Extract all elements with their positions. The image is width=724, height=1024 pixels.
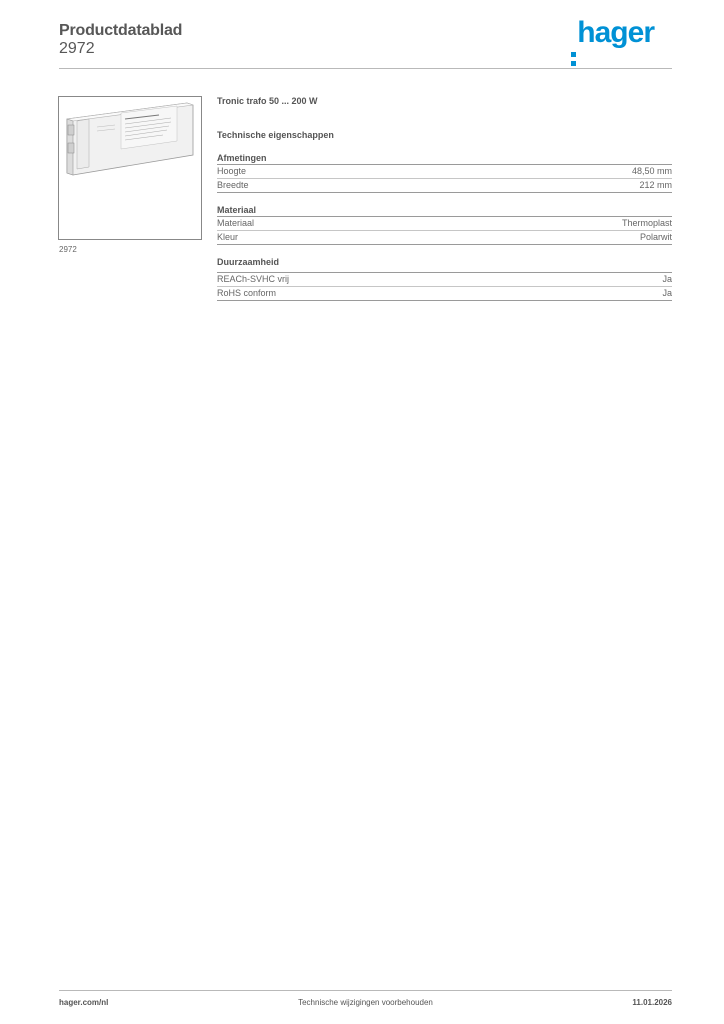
spec-value: 212 mm <box>639 180 672 190</box>
footer-disclaimer: Technische wijzigingen voorbehouden <box>298 998 433 1007</box>
spec-value: Ja <box>662 274 672 284</box>
header-divider <box>59 68 672 69</box>
spec-label: RoHS conform <box>217 288 277 298</box>
spec-row <box>217 231 672 245</box>
spec-group-title: Afmetingen <box>217 152 672 165</box>
spec-group-material <box>217 204 672 245</box>
footer-website-link[interactable]: hager.com/nl <box>59 998 109 1007</box>
document-number: 2972 <box>59 40 95 57</box>
spec-row <box>217 217 672 231</box>
spec-group-title: Materiaal <box>217 204 672 217</box>
footer-date: 11.01.2026 <box>632 998 672 1007</box>
spec-label: Hoogte <box>217 166 247 176</box>
image-caption: 2972 <box>59 245 77 254</box>
specs-heading: Technische eigenschappen <box>217 130 334 140</box>
product-name: Tronic trafo 50 ... 200 W <box>217 96 318 106</box>
spec-label: Materiaal <box>217 218 255 228</box>
spec-row <box>217 179 672 193</box>
spec-label: Kleur <box>217 232 239 242</box>
spec-label: REACh-SVHC vrij <box>217 274 290 284</box>
spec-row <box>217 165 672 179</box>
spec-group-dimensions <box>217 152 672 193</box>
spec-value: Ja <box>662 288 672 298</box>
logo-text: hager <box>577 16 654 49</box>
footer-divider <box>59 990 672 991</box>
product-details <box>217 96 672 301</box>
spec-row <box>217 272 672 287</box>
transformer-illustration <box>59 97 201 239</box>
spec-value: Thermoplast <box>621 218 672 228</box>
product-image <box>58 96 202 240</box>
spec-value: Polarwit <box>639 232 672 242</box>
hager-logo <box>571 16 654 50</box>
spec-group-sustainability <box>217 256 672 301</box>
document-title: Productdatablad <box>59 22 183 39</box>
page-header <box>59 16 672 68</box>
spec-label: Breedte <box>217 180 249 190</box>
spec-value: 48,50 mm <box>631 166 672 176</box>
spec-row <box>217 287 672 301</box>
spec-group-title: Duurzaamheid <box>217 257 280 267</box>
